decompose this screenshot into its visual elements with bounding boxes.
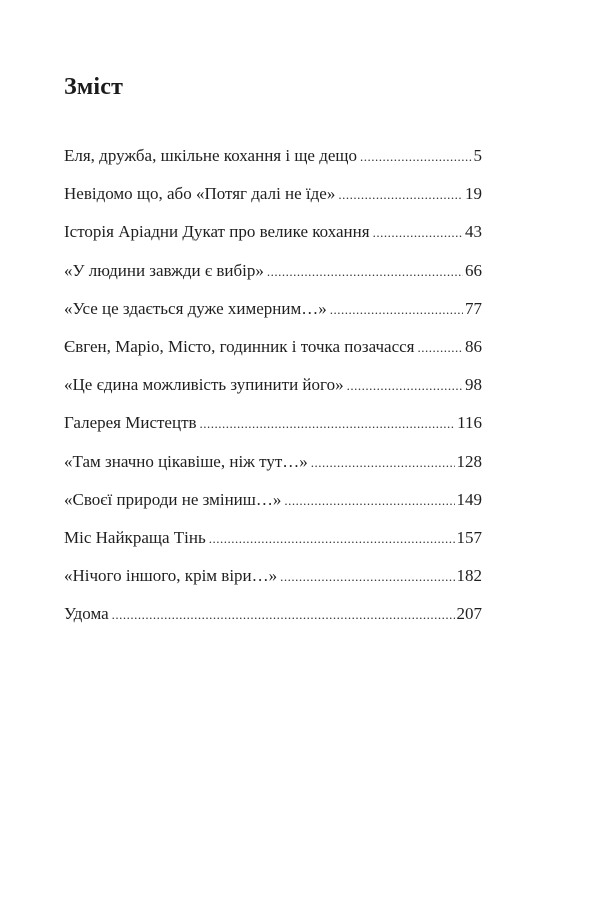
toc-entry-page-number: 157 — [456, 527, 482, 547]
toc-entry-page-number: 128 — [456, 451, 482, 471]
dot-leader — [112, 602, 455, 628]
toc-entry — [64, 410, 482, 448]
toc-entry — [64, 334, 482, 372]
toc-entry — [64, 296, 482, 334]
toc-entry-page-number: 149 — [456, 489, 482, 509]
toc-entry-title: «Своєї природи не зміниш…» — [64, 489, 282, 509]
table-of-contents — [64, 143, 482, 639]
toc-entry — [64, 601, 482, 639]
dot-leader — [347, 373, 463, 399]
toc-entry-page-number: 98 — [465, 375, 482, 395]
toc-entry — [64, 525, 482, 563]
toc-entry — [64, 258, 482, 296]
toc-entry-title: Удома — [64, 604, 109, 624]
dot-leader — [418, 335, 464, 361]
dot-leader — [311, 450, 455, 476]
dot-leader — [373, 220, 463, 246]
toc-entry — [64, 449, 482, 487]
toc-entry — [64, 487, 482, 525]
toc-entry-title: «Усе це здається дуже химерним…» — [64, 298, 327, 318]
toc-entry-title: «Нічого іншого, крім віри…» — [64, 566, 278, 586]
dot-leader — [330, 297, 463, 323]
toc-entry-title: Галерея Мистецтв — [64, 413, 197, 433]
dot-leader — [360, 144, 471, 170]
dot-leader — [280, 564, 454, 590]
toc-entry-page-number: 116 — [457, 413, 482, 433]
toc-entry-page-number: 86 — [465, 336, 482, 356]
toc-entry-title: «Це єдина можливість зупинити його» — [64, 375, 344, 395]
toc-entry-title: «Там значно цікавіше, ніж тут…» — [64, 451, 308, 471]
toc-entry-title: Еля, дружба, шкільне кохання і ще дещо — [64, 146, 358, 165]
toc-entry-title: Історія Аріадни Дукат про велике кохання — [64, 222, 370, 242]
page-title: Зміст — [64, 74, 124, 100]
toc-entry — [64, 219, 482, 257]
toc-entry-page-number: 43 — [465, 222, 482, 242]
dot-leader — [338, 182, 463, 208]
toc-entry-title: Невідомо що, або «Потяг далі не їде» — [64, 184, 336, 204]
toc-entry — [64, 563, 482, 601]
toc-entry-page-number: 182 — [456, 566, 482, 586]
toc-entry-title: Міс Найкраща Тінь — [64, 527, 206, 547]
toc-entry — [64, 372, 482, 410]
toc-entry-page-number: 207 — [456, 604, 482, 624]
toc-entry — [64, 181, 482, 219]
toc-entry-title: Євген, Маріо, Місто, годинник і точка позачасся — [64, 336, 415, 356]
toc-entry-page-number: 77 — [465, 298, 482, 318]
toc-entry — [64, 143, 482, 181]
toc-entry-page-number: 66 — [465, 260, 482, 280]
dot-leader — [284, 488, 454, 514]
toc-entry-page-number: 19 — [465, 184, 482, 204]
dot-leader — [267, 259, 463, 285]
toc-entry-page-number: 5 — [473, 146, 482, 165]
dot-leader — [200, 411, 456, 437]
dot-leader — [209, 526, 455, 552]
toc-entry-title: «У людини завжди є вибір» — [64, 260, 264, 280]
